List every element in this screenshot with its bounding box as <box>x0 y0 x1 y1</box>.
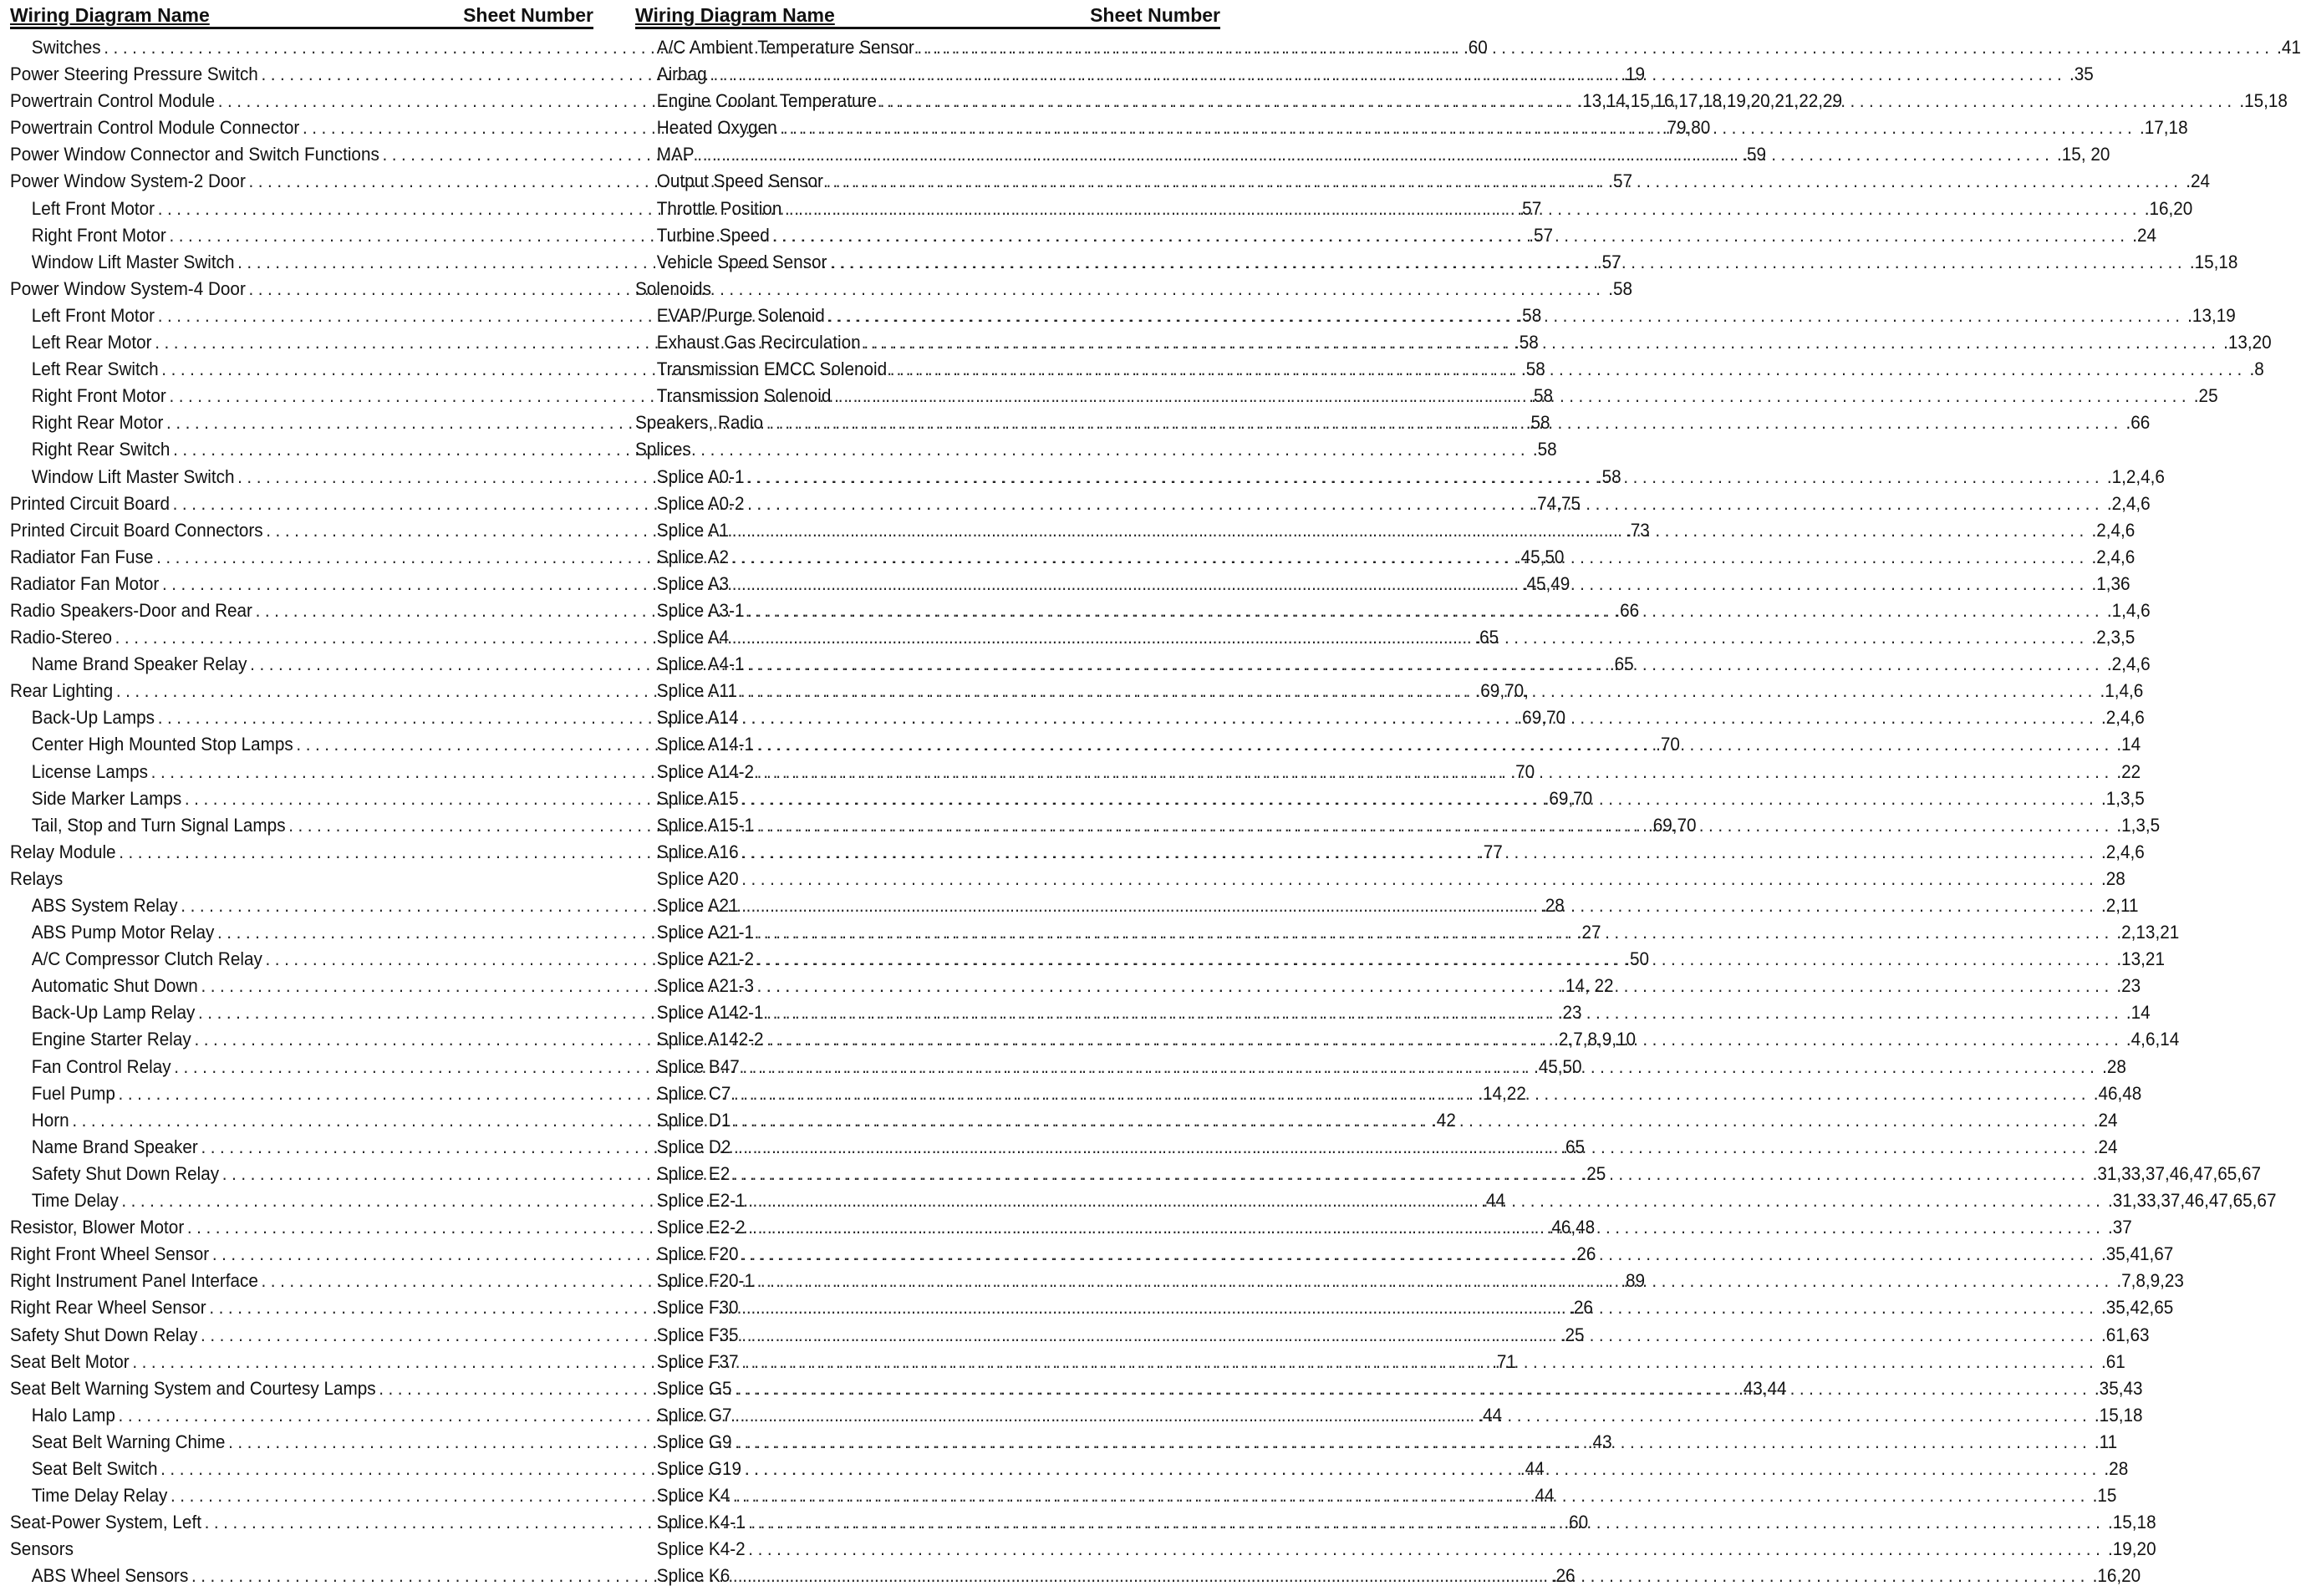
entry-name: Exhaust Gas Recirculation <box>656 332 861 353</box>
sheet-number: .46,48 <box>2093 1082 2142 1104</box>
entry-name: Splice G19 <box>656 1457 742 1479</box>
sheet-number: .50 <box>1625 948 1650 970</box>
entry-name: Right Rear Motor <box>31 412 164 434</box>
dot-leader <box>757 919 2114 946</box>
sheet-number: .70 <box>1656 734 1680 755</box>
sheet-number: .43 <box>1587 1431 1612 1452</box>
entry-name: Splice A14 <box>656 707 739 729</box>
dot-leader <box>748 1214 2105 1241</box>
entry-name: Left Front Motor <box>31 304 155 326</box>
entry-name: A/C Compressor Clutch Relay <box>31 948 262 970</box>
dot-leader <box>917 34 2273 61</box>
entry-name: Splice A21-2 <box>656 948 754 970</box>
entry-name: Radio-Stereo <box>10 627 112 648</box>
entry-name: Window Lift Master Switch <box>31 465 235 487</box>
sheet-number: .57 <box>1596 251 1621 272</box>
sheet-number: .13,14,15,16,17,18,19,20,21,22,29 <box>1577 90 1843 112</box>
entry-name: Splice K6 <box>656 1565 731 1587</box>
sheet-number: .8 <box>2249 358 2264 380</box>
entry-name: Automatic Shut Down <box>31 975 198 997</box>
sheet-number: .35,41,67 <box>2100 1243 2174 1265</box>
sheet-number: .31,33,37,46,47,65,67 <box>2108 1190 2277 1212</box>
entry-name: Switches <box>31 37 101 58</box>
dot-leader <box>747 651 2104 678</box>
dot-leader <box>741 678 2097 704</box>
sheet-number: .11 <box>2094 1431 2118 1452</box>
entry-name: Splice K4 <box>656 1485 731 1507</box>
entry-name: Relays <box>10 867 64 889</box>
sheet-number: .58 <box>1529 385 1554 407</box>
entry-name: MAP <box>656 144 695 165</box>
sheet-number: .26 <box>1569 1297 1593 1319</box>
sheet-number: .28 <box>2102 1055 2126 1077</box>
sheet-number: .58 <box>1608 277 1633 299</box>
entry-name: ABS System Relay <box>31 895 178 916</box>
sheet-number: .13,19 <box>2187 304 2236 326</box>
entry-name: Splice K4-1 <box>656 1512 746 1533</box>
dot-leader <box>890 356 2247 383</box>
sheet-number: .1,3,5 <box>2100 787 2145 809</box>
entry-name: Splice A11 <box>656 680 738 702</box>
sheet-number: .7,8,9,23 <box>2116 1270 2184 1292</box>
entry-name: Splice A21 <box>656 895 739 916</box>
sheet-number: .19,20 <box>2108 1538 2156 1560</box>
dot-leader <box>733 1482 2090 1509</box>
sheet-number: .35,43 <box>2094 1377 2143 1399</box>
entry-name: Left Rear Switch <box>31 358 159 380</box>
entry-name: Splice G7 <box>656 1404 732 1426</box>
entry-name: Seat Belt Motor <box>10 1350 130 1372</box>
sheet-number: .35,42,65 <box>2100 1297 2174 1319</box>
entry-name: Engine Coolant Temperature <box>656 90 877 112</box>
entry-name: Splice C7 <box>656 1082 731 1104</box>
sheet-number: .60 <box>1464 37 1488 58</box>
sheet-number: .66 <box>1615 599 1640 621</box>
entry-name: Seat Belt Warning Chime <box>31 1431 226 1452</box>
sheet-number: .2,4,6 <box>2091 519 2136 541</box>
entry-name: Splice B47 <box>656 1055 740 1077</box>
dot-leader <box>766 1026 2123 1053</box>
sheet-number: .2,13,21 <box>2116 922 2180 943</box>
dot-leader <box>766 409 2123 436</box>
dot-leader <box>734 1107 2090 1134</box>
entry-name: Speakers, Radio <box>635 412 764 434</box>
sheet-number: .15 <box>2092 1485 2117 1507</box>
dot-leader <box>757 973 2114 999</box>
dot-leader <box>757 731 2114 758</box>
entry-name: Splice A14-1 <box>656 734 754 755</box>
sheet-number: .24 <box>2132 224 2156 246</box>
dot-leader <box>748 1187 2105 1214</box>
entry-name: Splice F30 <box>656 1297 739 1319</box>
dot-leader <box>827 168 2183 195</box>
left-column-header <box>10 3 593 29</box>
dot-leader <box>732 571 2089 597</box>
sheet-number: .16,20 <box>2144 197 2193 219</box>
dot-leader <box>733 1563 2090 1589</box>
entry-name: Splice A15-1 <box>656 814 754 836</box>
entry-name: Splice G9 <box>656 1431 732 1452</box>
entry-name: Safety Shut Down Relay <box>10 1324 198 1345</box>
dot-leader <box>747 597 2104 624</box>
dot-leader <box>747 490 2104 517</box>
sheet-number: .15,18 <box>2189 251 2238 272</box>
dot-leader <box>732 624 2089 651</box>
sheet-number: .37 <box>2108 1217 2132 1238</box>
sheet-number: .25 <box>1581 1162 1606 1184</box>
entry-name: Splice K4-2 <box>656 1538 746 1560</box>
entry-name: Fan Control Relay <box>31 1055 171 1077</box>
entry-name: Splice A3 <box>656 572 730 594</box>
entry-name: Powertrain Control Module <box>10 90 216 112</box>
entry-name: Transmission EMCC Solenoid <box>656 358 888 380</box>
index-entry <box>635 276 1220 302</box>
entry-name: Solenoids <box>635 277 711 299</box>
entry-name: Horn <box>31 1109 69 1131</box>
sheet-number: .43,44 <box>1738 1377 1787 1399</box>
entry-name: Right Rear Switch <box>31 439 171 460</box>
dot-leader <box>734 1134 2090 1161</box>
sheet-number: .44 <box>1530 1485 1555 1507</box>
entry-name: Splice F35 <box>656 1324 739 1345</box>
entry-name: Splice E2-1 <box>656 1190 746 1212</box>
entry-name: Splice A15 <box>656 787 739 809</box>
sheet-number: .27 <box>1576 922 1601 943</box>
sheet-number: .4,6,14 <box>2125 1029 2180 1050</box>
sheet-number: .89 <box>1621 1270 1646 1292</box>
entry-name: Back-Up Lamp Relay <box>31 1002 196 1024</box>
sheet-number: .14, 22 <box>1560 975 1614 997</box>
sheet-number: .2,3,5 <box>2091 627 2136 648</box>
entry-name: A/C Ambient Temperature Sensor <box>656 37 914 58</box>
sheet-number: .66 <box>2125 412 2151 434</box>
sheet-number: .14 <box>2125 1002 2151 1024</box>
entry-name: Right Front Motor <box>31 224 166 246</box>
dot-leader <box>772 222 2129 249</box>
entry-name: Airbag <box>656 64 707 85</box>
sheet-number: .1,4,6 <box>2106 599 2151 621</box>
dot-leader <box>757 759 2114 785</box>
dot-leader <box>741 1294 2098 1321</box>
right-column-header <box>635 3 1220 29</box>
entry-name: Splice E2-2 <box>656 1217 746 1238</box>
entry-name: Left Rear Motor <box>31 332 152 353</box>
dot-leader <box>748 1536 2105 1563</box>
entry-name: Splice A1 <box>656 519 730 541</box>
dot-leader <box>733 1161 2090 1187</box>
dot-leader <box>745 1456 2101 1482</box>
sheet-number: .1,36 <box>2091 572 2130 594</box>
dot-leader <box>747 464 2104 490</box>
entry-name: EVAP/Purge Solenoid <box>656 304 825 326</box>
entry-name: Radio Speakers-Door and Rear <box>10 599 252 621</box>
dot-leader <box>710 61 2066 88</box>
dot-leader <box>766 999 2123 1026</box>
sheet-number: .58 <box>1521 358 1545 380</box>
entry-name: Right Front Motor <box>31 385 166 407</box>
sheet-number: .79,80 <box>1662 117 1711 139</box>
sheet-number: .23 <box>2116 975 2141 997</box>
entry-name: Heated Oxygen <box>656 117 777 139</box>
index-entry <box>10 1536 593 1563</box>
dot-leader <box>741 866 2098 892</box>
sheet-number: .2,4,6 <box>2100 841 2145 862</box>
sheet-number: .2,11 <box>2100 895 2139 916</box>
entry-name: Vehicle Speed Sensor <box>656 251 827 272</box>
sheet-number: .69,70, <box>1475 680 1529 702</box>
sheet-number: .26 <box>1550 1565 1576 1587</box>
sheet-number: .42 <box>1432 1109 1456 1131</box>
dot-leader <box>732 544 2089 571</box>
entry-name: Printed Circuit Board <box>10 492 170 514</box>
sheet-number: .73 <box>1626 519 1650 541</box>
sheet-number: .45,50 <box>1515 546 1565 567</box>
sheet-number: .25 <box>2193 385 2218 407</box>
dot-leader <box>741 1241 2098 1268</box>
sheet-number: .2,4,6 <box>2106 492 2151 514</box>
entry-name: Right Rear Wheel Sensor <box>10 1297 206 1319</box>
entry-name: Right Instrument Panel Interface <box>10 1270 258 1292</box>
entry-name: Seat Belt Warning System and Courtesy Lamps <box>10 1377 376 1399</box>
sheet-number: .2,7,8,9,10 <box>1554 1029 1637 1050</box>
entry-name: Power Steering Pressure Switch <box>10 64 258 85</box>
sheet-number: .70 <box>1510 760 1535 782</box>
entry-name: Back-Up Lamps <box>31 707 155 729</box>
entry-name: Seat-Power System, Left <box>10 1512 201 1533</box>
sheet-number: .2,4,6 <box>2091 546 2136 567</box>
sheet-number: .2,4,6 <box>2100 707 2145 729</box>
dot-leader <box>863 329 2220 356</box>
index-entry <box>635 436 1220 463</box>
dot-leader <box>741 839 2098 866</box>
sheet-number: .74,75 <box>1532 492 1581 514</box>
dot-leader <box>734 1080 2090 1107</box>
entry-name: Tail, Stop and Turn Signal Lamps <box>31 814 286 836</box>
sheet-number: .77 <box>1478 841 1503 862</box>
entry-name: Engine Starter Relay <box>31 1029 191 1050</box>
sheet-number: .25 <box>1560 1324 1585 1345</box>
dot-leader <box>834 383 2191 409</box>
sheet-number: .71 <box>1492 1350 1516 1372</box>
entry-name: Splice D2 <box>656 1136 731 1157</box>
entry-name: Splice A142-1 <box>656 1002 764 1024</box>
index-entry <box>10 866 593 892</box>
sheet-number: .28 <box>2100 867 2125 889</box>
entry-name: Splice A20 <box>656 867 739 889</box>
sheet-number: .31,33,37,46,47,65,67 <box>2092 1162 2262 1184</box>
dot-leader <box>748 1509 2105 1536</box>
entry-name: Splice F37 <box>656 1350 739 1372</box>
index-entry <box>635 1294 2174 1321</box>
sheet-number: .1,2,4,6 <box>2106 465 2165 487</box>
entry-name: Splice A0-2 <box>656 492 745 514</box>
entry-name: Splice A4 <box>656 627 730 648</box>
entry-name: ABS Wheel Sensors <box>31 1565 189 1587</box>
sheet-number: .57 <box>1517 197 1542 219</box>
entry-name: Safety Shut Down Relay <box>31 1162 220 1184</box>
dot-leader <box>741 892 2098 919</box>
sheet-number: .58 <box>1514 332 1539 353</box>
name-column-heading: Wiring Diagram Name <box>10 4 210 26</box>
entry-name: Resistor, Blower Motor <box>10 1217 185 1238</box>
entry-name: Relay Module <box>10 841 116 862</box>
entry-name: Radiator Fan Motor <box>10 572 160 594</box>
dot-leader <box>735 1402 2091 1429</box>
dot-leader <box>830 249 2186 276</box>
entry-name: Turbine Speed <box>656 224 770 246</box>
dot-leader <box>757 812 2114 839</box>
dot-leader <box>880 88 2237 114</box>
entry-name: Sensors <box>10 1538 74 1560</box>
index-entry <box>635 1268 2184 1294</box>
sheet-number: .44 <box>1520 1457 1545 1479</box>
sheet-number: .24 <box>2093 1109 2118 1131</box>
entry-name: Transmission Solenoid <box>656 385 832 407</box>
dot-leader <box>827 302 2184 329</box>
entry-name: ABS Pump Motor Relay <box>31 922 215 943</box>
entry-name: License Lamps <box>31 760 148 782</box>
entry-name: Splice A21-1 <box>656 922 754 943</box>
sheet-number: .58 <box>1525 412 1550 434</box>
dot-leader <box>780 114 2136 141</box>
entry-name: Splice F20-1 <box>656 1270 754 1292</box>
entry-name: Throttle Position <box>656 197 782 219</box>
entry-name: Splice A14-2 <box>656 760 754 782</box>
entry-name: Seat Belt Switch <box>31 1457 158 1479</box>
entry-name: Splice A4-1 <box>656 653 745 675</box>
sheet-number: .61 <box>2100 1350 2125 1372</box>
entry-name: Side Marker Lamps <box>31 787 182 809</box>
sheet-number: .45,50 <box>1534 1055 1582 1077</box>
sheet-number: .65 <box>1474 627 1499 648</box>
sheet-number: .46,48 <box>1546 1217 1596 1238</box>
sheet-column-heading: Sheet Number <box>463 4 593 26</box>
sheet-number: .61,63 <box>2100 1324 2150 1345</box>
sheet-number: .58 <box>1596 465 1621 487</box>
sheet-number: .15,18 <box>2108 1512 2156 1533</box>
dot-leader <box>697 141 2054 168</box>
dot-leader <box>741 785 2098 812</box>
index-entry <box>635 866 2125 892</box>
sheet-number: .15,18 <box>2094 1404 2143 1426</box>
entry-name: Center High Mounted Stop Lamps <box>31 734 293 755</box>
dot-leader <box>742 1054 2099 1080</box>
sheet-number: .44 <box>1478 1404 1503 1426</box>
sheet-number: .35 <box>2069 64 2094 85</box>
sheet-number: .65 <box>1560 1136 1586 1157</box>
entry-name: Splice G5 <box>656 1377 732 1399</box>
sheet-number: .24 <box>2186 170 2211 192</box>
entry-name: Printed Circuit Board Connectors <box>10 519 263 541</box>
sheet-number: .16,20 <box>2092 1565 2141 1587</box>
entry-name: Power Window System-4 Door <box>10 277 246 299</box>
entry-name: Rear Lighting <box>10 680 114 702</box>
entry-name: Powertrain Control Module Connector <box>10 117 300 139</box>
dot-leader <box>741 704 2098 731</box>
entry-name: Halo Lamp <box>31 1404 115 1426</box>
sheet-number: .19 <box>1621 64 1646 85</box>
sheet-number: .22 <box>2116 760 2141 782</box>
sheet-number: .26 <box>1571 1243 1596 1265</box>
dot-leader <box>741 1349 2098 1375</box>
entry-name: Radiator Fan Fuse <box>10 546 154 567</box>
sheet-number: .13,20 <box>2223 332 2272 353</box>
entry-name: Window Lift Master Switch <box>31 251 235 272</box>
entry-name: Time Delay Relay <box>31 1485 168 1507</box>
sheet-number: .24 <box>2093 1136 2118 1157</box>
entry-name: Output Speed Sensor <box>656 170 823 192</box>
entry-name: Splice A16 <box>656 841 739 862</box>
sheet-column-heading: Sheet Number <box>1090 4 1220 26</box>
sheet-number: .14 <box>2116 734 2141 755</box>
entry-name: Splice F20 <box>656 1243 739 1265</box>
sheet-number: .15, 20 <box>2057 144 2110 165</box>
entry-name: Splice A21-3 <box>656 975 754 997</box>
sheet-number: .69,70 <box>1517 707 1565 729</box>
sheet-number: .41 <box>2277 37 2301 58</box>
sheet-number: .59 <box>1742 144 1767 165</box>
index-entry <box>635 1536 2156 1563</box>
dot-leader <box>785 196 2141 222</box>
sheet-number: .58 <box>1532 439 1557 460</box>
sheet-number: .17,18 <box>2140 117 2188 139</box>
sheet-number: .1,4,6 <box>2100 680 2144 702</box>
entry-name: Splices <box>635 439 691 460</box>
sheet-number: .28 <box>2104 1457 2129 1479</box>
entry-name: Right Front Wheel Sensor <box>10 1243 210 1265</box>
entry-name: Fuel Pump <box>31 1082 115 1104</box>
sheet-number: .28 <box>1540 895 1565 916</box>
entry-name: Splice A142-2 <box>656 1029 764 1050</box>
entry-name: Time Delay <box>31 1190 119 1212</box>
entry-name: Power Window Connector and Switch Functions <box>10 144 379 165</box>
sheet-number: .57 <box>1529 224 1554 246</box>
dot-leader <box>757 1268 2114 1294</box>
sheet-number: .58 <box>1517 304 1542 326</box>
entry-name: Splice A0-1 <box>656 465 745 487</box>
sheet-number: .23 <box>1557 1002 1582 1024</box>
entry-name: Power Window System-2 Door <box>10 170 246 192</box>
sheet-number: .1,3,5 <box>2116 814 2161 836</box>
entry-name: Name Brand Speaker Relay <box>31 653 247 675</box>
entry-name: Name Brand Speaker <box>31 1136 198 1157</box>
entry-name: Left Front Motor <box>31 197 155 219</box>
dot-leader <box>735 1375 2091 1402</box>
sheet-number: .60 <box>1564 1512 1589 1533</box>
entry-name: Splice E2 <box>656 1162 731 1184</box>
sheet-number: .69,70 <box>1544 787 1593 809</box>
dot-leader <box>735 1429 2091 1456</box>
entry-name: Splice A2 <box>656 546 730 567</box>
sheet-number: .13,21 <box>2116 948 2165 970</box>
sheet-number: .44 <box>1481 1190 1505 1212</box>
sheet-number: .69,70 <box>1647 814 1697 836</box>
sheet-number: .57 <box>1608 170 1633 192</box>
dot-leader <box>757 946 2114 973</box>
dot-leader <box>732 517 2089 544</box>
sheet-number: .2,4,6 <box>2106 653 2151 675</box>
dot-leader <box>741 1322 2098 1349</box>
entry-name: Splice D1 <box>656 1109 731 1131</box>
sheet-number: .14,22 <box>1478 1082 1526 1104</box>
sheet-number: .15,18 <box>2239 90 2288 112</box>
name-column-heading: Wiring Diagram Name <box>635 4 835 26</box>
entry-name: Splice A3-1 <box>656 599 745 621</box>
sheet-number: .45,49 <box>1521 572 1570 594</box>
sheet-number: .65 <box>1609 653 1634 675</box>
